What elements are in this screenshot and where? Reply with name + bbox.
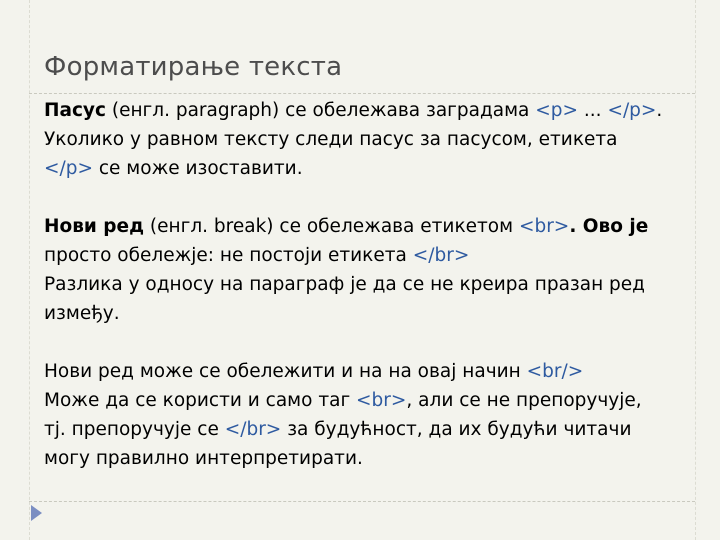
- text-run: (енгл. break) се обележава етикетом: [144, 216, 519, 237]
- text-run: се може изоставити.: [92, 158, 303, 179]
- text-line: могу правилно интерпретирати.: [44, 448, 363, 469]
- text-line: [44, 96, 704, 125]
- triangle-arrow-icon: [31, 505, 42, 521]
- tag-p-close: </p>: [607, 100, 657, 121]
- tag-p-close: </p>: [44, 158, 93, 179]
- text-run: .: [656, 100, 663, 121]
- text-line: Разлика у односу на параграф је да се не креира празан ред: [44, 274, 645, 295]
- tag-br: <br>: [356, 390, 407, 411]
- title-divider: [29, 93, 695, 94]
- text-run: (енгл. paragraph) се обележава заградама: [105, 100, 536, 121]
- text-run: Може да се користи и само таг: [44, 390, 357, 411]
- paragraph-pasus: [44, 96, 704, 183]
- text-line: [44, 212, 704, 241]
- paragraph-novi-red: [44, 212, 704, 328]
- slide-body: [44, 96, 704, 502]
- text-run: ...: [578, 100, 608, 121]
- text-line: [44, 415, 704, 444]
- text-run: просто обележје: не постоји етикета: [44, 245, 413, 266]
- text-run: , али се не препоручује,: [406, 390, 642, 411]
- text-line: [44, 386, 704, 415]
- bottom-divider: [29, 501, 695, 502]
- text-line: између.: [44, 303, 120, 324]
- text-line: [44, 154, 704, 183]
- tag-p-open: <p>: [535, 100, 579, 121]
- text-line: [44, 357, 704, 386]
- left-guide-line: [29, 0, 30, 540]
- text-line: Уколико у равном тексту следи пасус за пасусом, етикета: [44, 129, 618, 150]
- text-line: [44, 241, 704, 270]
- paragraph-br-usage: [44, 357, 704, 473]
- tag-br-close: </br>: [224, 419, 282, 440]
- text-run: Нови ред може се обележити и на на овај начин: [44, 361, 527, 382]
- slide-title: Форматирање текста: [44, 52, 343, 82]
- tag-br: <br>: [518, 216, 570, 237]
- text-run: за будућност, да их будући читачи: [281, 419, 632, 440]
- tag-br-close: </br>: [412, 245, 470, 266]
- text-run: тј. препоручује се: [44, 419, 225, 440]
- term-pasus: Пасус: [44, 100, 106, 121]
- text-run: . Ово је: [569, 216, 649, 237]
- term-novi-red: Нови ред: [44, 216, 145, 237]
- tag-br-self-closing: <br/>: [526, 361, 584, 382]
